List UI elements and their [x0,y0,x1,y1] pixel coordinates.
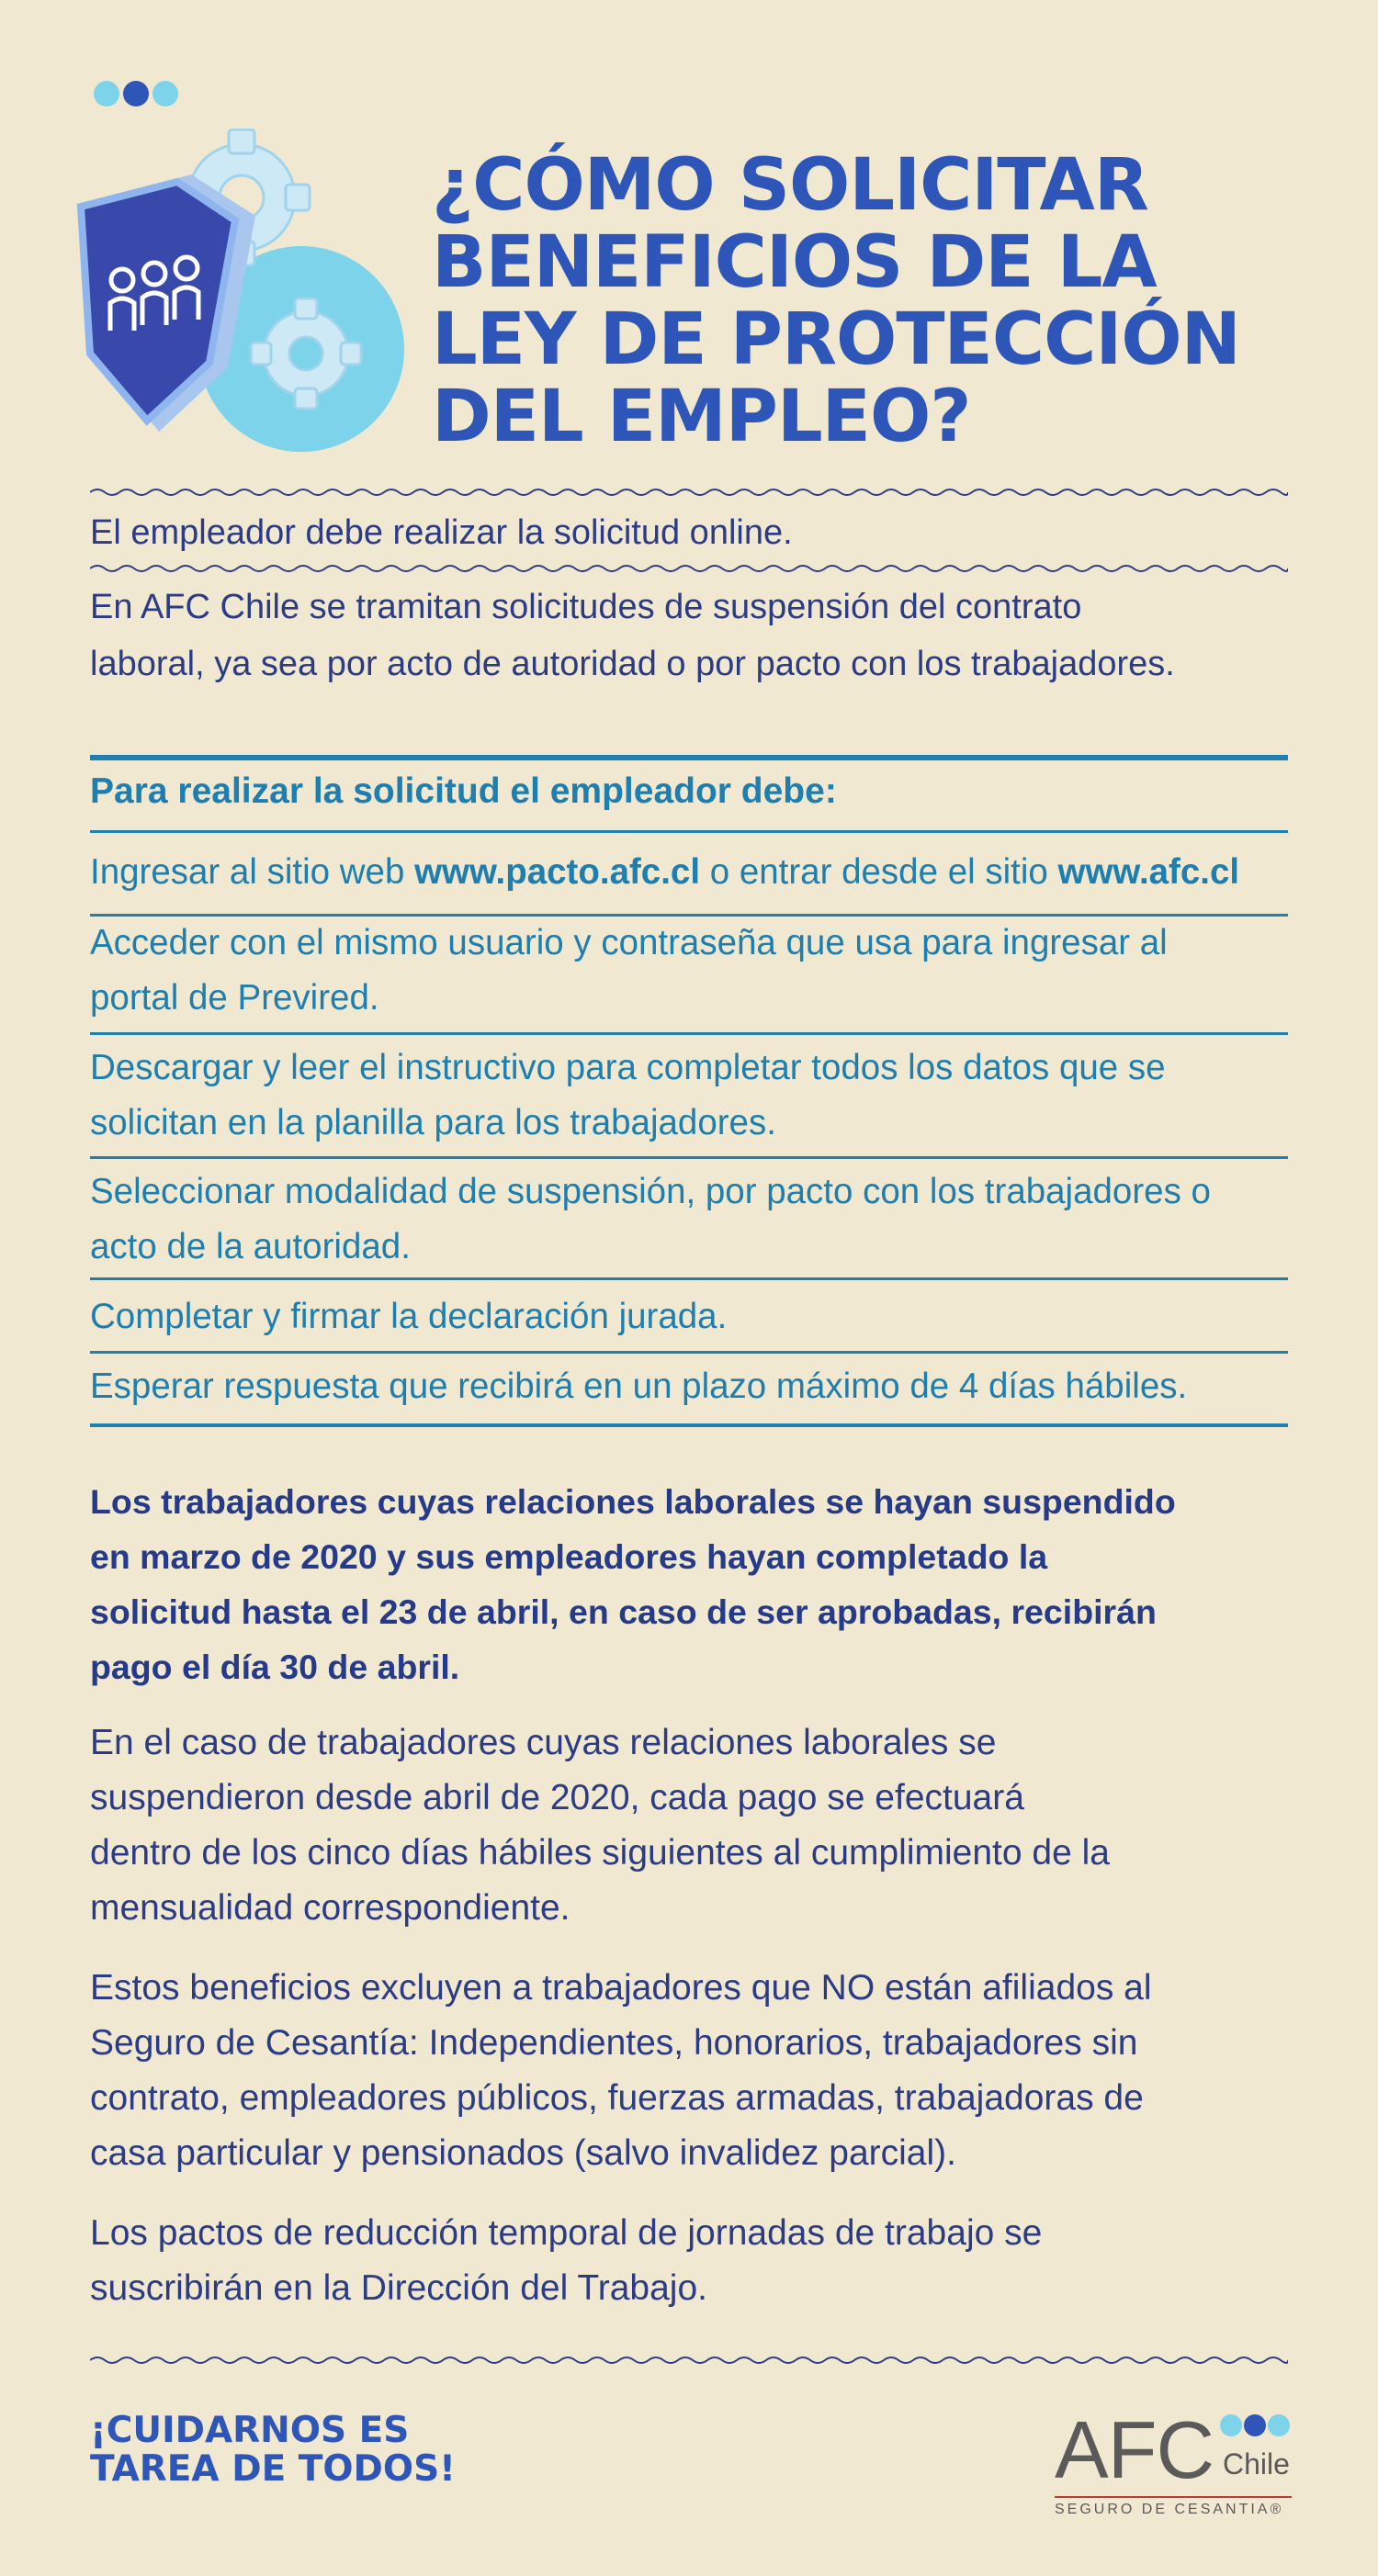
divider [90,1351,1288,1354]
step-text: Ingresar al sitio web [90,852,415,892]
wavy-divider [90,486,1288,499]
paragraph-line: contrato, empleadores públicos, fuerzas armadas, trabajadoras de [90,2078,1144,2118]
step-text: portal de Previred. [90,978,379,1018]
step-5: Completar y firmar la declaración jurada. [90,1297,728,1336]
step-text: Seleccionar modalidad de suspensión, por pacto con los trabajadores o [90,1172,1211,1211]
exclusions-paragraph [90,1961,1293,2181]
step-3 [90,1041,1293,1151]
afc-chile-logo [1055,2404,1293,2524]
title-line: BENEFICIOS DE LA [432,221,1157,304]
divider [90,1032,1288,1035]
intro-text: laboral, ya sea por acto de autoridad o por pacto con los trabajadores. [90,645,1175,683]
wavy-divider [90,562,1288,575]
paragraph-line: En el caso de trabajadores cuyas relaciones laborales se [90,1723,997,1762]
slogan-line: ¡CUIDARNOS ES [90,2410,410,2451]
paragraph-line: Seguro de Cesantía: Independientes, honorarios, trabajadores sin [90,2023,1138,2063]
intro-text: En AFC Chile se tramitan solicitudes de suspensión del contrato [90,588,1082,626]
steps-heading: Para realizar la solicitud el empleador debe: [90,771,837,811]
title-line: DEL EMPLEO? [432,376,971,458]
paragraph-line: Los pactos de reducción temporal de jornadas de trabajo se [90,2213,1043,2253]
logo-underline [1055,2496,1292,2498]
intro-line-2 [90,579,1293,692]
afc-link[interactable]: www.afc.cl [1057,852,1240,892]
step-6: Esperar respuesta que recibirá en un plazo máximo de 4 días hábiles. [90,1367,1188,1406]
step-1 [90,845,1293,900]
reduction-pacts-paragraph [90,2206,1293,2316]
slogan-line: TAREA DE TODOS! [90,2448,456,2490]
three-dots-icon [92,79,179,108]
title-line: LEY DE PROTECCIÓN [432,298,1240,381]
payment-march-paragraph [90,1474,1293,1694]
shield-gears-illustration [72,129,413,455]
paragraph-line: Los trabajadores cuyas relaciones laborales se hayan suspendido [90,1482,1176,1521]
title-line: ¿CÓMO SOLICITAR [432,144,1148,227]
divider [90,830,1288,833]
step-text: o entrar desde el sitio [700,852,1058,892]
paragraph-line: Estos beneficios excluyen a trabajadores que NO están afiliados al [90,1968,1152,2008]
step-text: solicitan en la planilla para los trabajadores. [90,1103,776,1142]
paragraph-line: en marzo de 2020 y sus empleadores hayan completado la [90,1537,1048,1576]
divider [90,1156,1288,1159]
paragraph-line: suspendieron desde abril de 2020, cada pago se efectuará [90,1778,1024,1817]
paragraph-line: suscribirán en la Dirección del Trabajo. [90,2268,707,2308]
pacto-link[interactable]: www.pacto.afc.cl [414,852,701,892]
step-text: Descargar y leer el instructivo para completar todos los datos que se [90,1048,1166,1087]
page-title [432,144,1305,458]
payment-april-paragraph [90,1715,1293,1936]
steps-bottom-rule [90,1423,1288,1427]
slogan [90,2412,456,2489]
paragraph-line: mensualidad correspondiente. [90,1888,570,1928]
wavy-divider [90,2354,1288,2367]
paragraph-line: solicitud hasta el 23 de abril, en caso de ser aprobadas, recibirán [90,1592,1157,1631]
step-2 [90,916,1293,1026]
step-text: acto de la autoridad. [90,1227,411,1266]
logo-main-text: AFC [1055,2404,1214,2495]
step-text: Acceder con el mismo usuario y contraseña que usa para ingresar al [90,923,1168,962]
step-4 [90,1164,1293,1275]
divider [90,1277,1288,1280]
logo-subtitle: SEGURO DE CESANTIA® [1055,2502,1284,2517]
logo-country-text: Chile [1223,2447,1290,2480]
paragraph-line: casa particular y pensionados (salvo invalidez parcial). [90,2133,956,2173]
logo-dots-icon [1218,2412,1292,2439]
intro-line-1: El empleador debe realizar la solicitud online. [90,513,793,552]
paragraph-line: pago el día 30 de abril. [90,1648,460,1686]
steps-top-rule [90,755,1288,760]
paragraph-line: dentro de los cinco días hábiles siguientes al cumplimiento de la [90,1833,1110,1873]
